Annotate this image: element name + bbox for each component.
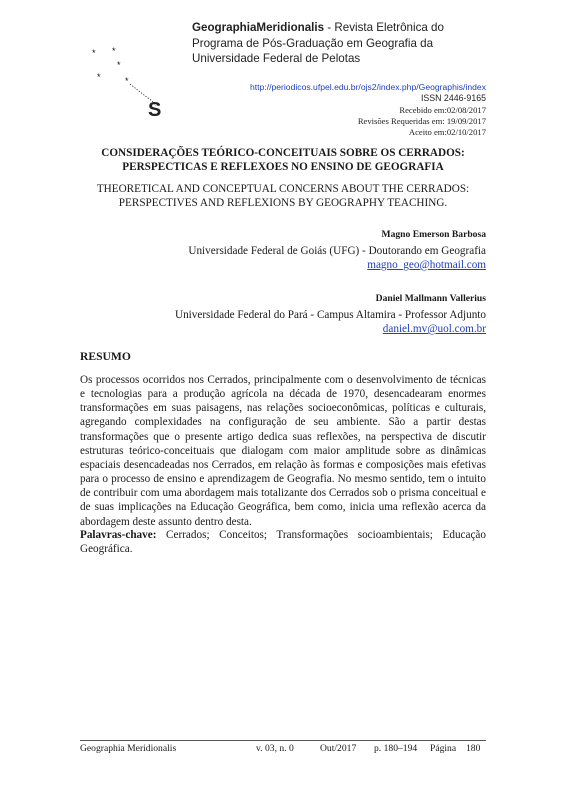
- svg-text:*: *: [117, 60, 121, 70]
- author-name: Daniel Mallmann Vallerius: [375, 293, 486, 304]
- author-name: Magno Emerson Barbosa: [381, 229, 486, 240]
- footer-volume: v. 03, n. 0: [256, 743, 294, 754]
- svg-text:*: *: [125, 76, 129, 86]
- author-email-link[interactable]: daniel.mv@uol.com.br: [382, 323, 486, 335]
- page-footer: [80, 743, 486, 754]
- footer-pages: p. 180–194: [374, 743, 418, 754]
- title-en-line-2: PERSPECTIVES AND REFLEXIONS BY GEOGRAPHY TEACHING.: [118, 197, 448, 209]
- footer-page-number: 180: [466, 743, 481, 754]
- title-portuguese: [0, 146, 566, 174]
- keywords-list: Cerrados; Conceitos; Transformações socioambientais; Educação Geográfica.: [80, 529, 486, 556]
- footer-page-label: Página: [430, 743, 457, 754]
- abstract-heading: RESUMO: [80, 350, 131, 363]
- title-pt-line-1: CONSIDERAÇÕES TEÓRICO-CONCEITUAIS SOBRE OS CERRADOS:: [101, 147, 465, 159]
- journal-subtitle: - Revista Eletrônica do Programa de Pós-Graduação em Geografia da Universidade Federal de Pelotas: [192, 21, 444, 65]
- journal-logo: [84, 40, 194, 120]
- title-pt-line-2: PERSPECTICAS E REFLEXOES NO ENSINO DE GEOGRAFIA: [122, 161, 444, 173]
- received-date: Recebido em:02/08/2017: [399, 105, 486, 115]
- title-en-line-1: THEORETICAL AND CONCEPTUAL CONCERNS ABOUT THE CERRADOS:: [96, 183, 470, 195]
- svg-text:*: *: [97, 72, 101, 82]
- submission-dates: [358, 105, 486, 137]
- svg-text:*: *: [92, 48, 96, 58]
- title-english: [0, 182, 566, 210]
- revisions-date: Revisões Requeridas em: 19/09/2017: [357, 115, 486, 126]
- author-block: [188, 228, 486, 272]
- accepted-date: Aceito em:02/10/2017: [408, 126, 486, 137]
- author-block: [175, 292, 486, 336]
- journal-header: [192, 20, 492, 67]
- svg-text:S: S: [148, 99, 162, 120]
- journal-name: GeographiaMeridionalis: [192, 21, 325, 34]
- footer-date: Out/2017: [320, 743, 357, 754]
- footer-divider: [80, 740, 486, 741]
- author-affiliation: Universidade Federal de Goiás (UFG) - Doutorando em Geografia: [188, 245, 486, 257]
- svg-text:*: *: [112, 46, 116, 56]
- keywords: [80, 528, 486, 556]
- issn: ISSN 2446-9165: [420, 93, 486, 103]
- author-affiliation: Universidade Federal do Pará - Campus Altamira - Professor Adjunto: [174, 309, 486, 321]
- journal-url-link[interactable]: http://periodicos.ufpel.edu.br/ojs2/index.php/Geographis/index: [249, 82, 486, 92]
- author-email-link[interactable]: magno_geo@hotmail.com: [367, 259, 486, 271]
- abstract-text: Os processos ocorridos nos Cerrados, principalmente com o desenvolvimento de técnicas e tecnologias para a produção agrícola na década de 1970, desencadearam enormes transformações em suas paisagens, nas relações socioeconômicas, políticas e culturais, agregando complexidades na configuração de seu ambiente. São a partir destas transformações que o presente artigo dedica suas reflexões, na perspectiva de discutir estruturas teórico-conceituais que dialogam com maior amplitude sobre as dinâmicas espaciais desencadeadas nos Cerrados, em relação às formas e composições mais efetivas para o processo de ensino e aprendizagem de Geografia. No mesmo sentido, tem o intuito de contribuir com uma abordagem mais totalizante dos Cerrados sob o prisma conceitual e de suas implicações na Educação Geográfica, bem como, inicia uma reflexão acerca da abordagem deste assunto dentro desta.: [80, 374, 486, 528]
- keywords-label: Palavras-chave:: [80, 529, 157, 541]
- footer-journal: Geographia Meridionalis: [80, 743, 177, 754]
